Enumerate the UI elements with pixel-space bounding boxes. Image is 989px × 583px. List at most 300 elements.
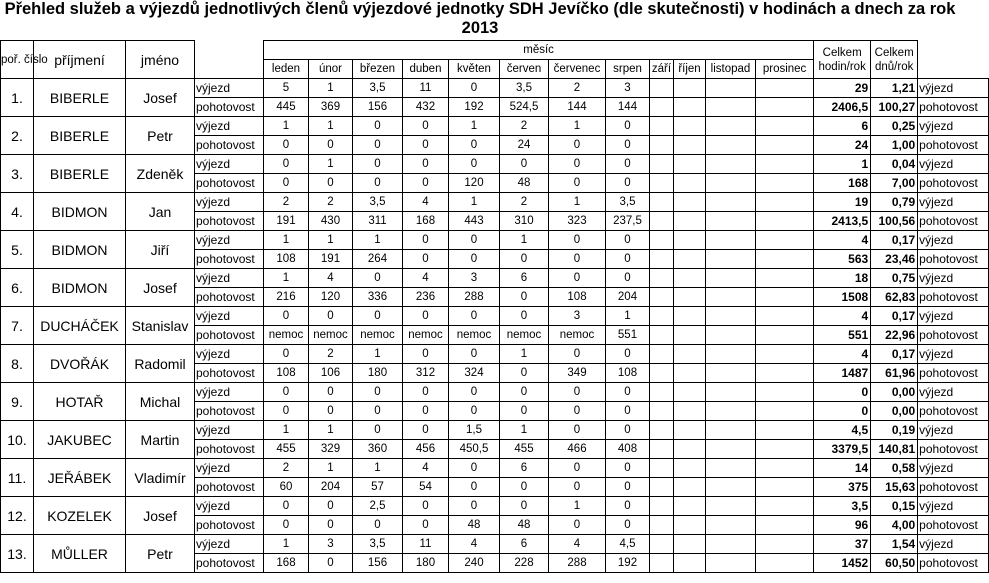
month-value [650, 478, 674, 497]
total-days: 0,19 [871, 421, 918, 440]
row-type-label: pohotovost [195, 98, 264, 117]
total-days: 0,58 [871, 459, 918, 478]
row-type-label: pohotovost [195, 364, 264, 383]
row-number: 5. [1, 231, 34, 269]
surname: BIBERLE [34, 155, 126, 193]
row-type-label-right: pohotovost [918, 136, 989, 155]
month-value: 360 [353, 440, 403, 459]
month-value [674, 174, 706, 193]
month-value: 0 [606, 250, 650, 269]
month-value: 0 [403, 136, 449, 155]
month-value: 369 [309, 98, 353, 117]
month-value: 310 [500, 212, 549, 231]
month-value: 1 [500, 421, 549, 440]
row-number: 12. [1, 497, 34, 535]
month-value: 1 [264, 421, 309, 440]
month-value [756, 212, 814, 231]
month-value [650, 535, 674, 554]
header-month: listopad [706, 60, 756, 79]
row-type-label: pohotovost [195, 440, 264, 459]
table-row [1, 307, 989, 326]
month-value: 0 [606, 516, 650, 535]
first-name: Radomil [126, 345, 195, 383]
month-value: 1 [353, 459, 403, 478]
month-value: 0 [403, 250, 449, 269]
month-value: 2 [309, 193, 353, 212]
month-value: 0 [353, 307, 403, 326]
month-value: 445 [264, 98, 309, 117]
month-value: 336 [353, 288, 403, 307]
first-name: Vladimír [126, 459, 195, 497]
month-value: 1 [309, 79, 353, 98]
header-month: leden [264, 60, 309, 79]
table-row [1, 79, 989, 98]
row-type-label: výjezd [195, 383, 264, 402]
month-value: 0 [606, 174, 650, 193]
month-value [756, 402, 814, 421]
total-hours: 1452 [814, 554, 871, 573]
row-type-label: pohotovost [195, 326, 264, 345]
month-value [706, 79, 756, 98]
month-value: 144 [606, 98, 650, 117]
month-value: 0 [264, 307, 309, 326]
month-value: 0 [403, 402, 449, 421]
table-row [1, 421, 989, 440]
month-value: 0 [309, 554, 353, 573]
month-value [650, 231, 674, 250]
month-value [674, 478, 706, 497]
month-value [650, 364, 674, 383]
month-value [674, 193, 706, 212]
total-hours: 2406,5 [814, 98, 871, 117]
month-value: nemoc [549, 326, 606, 345]
month-value [756, 364, 814, 383]
month-value: 0 [549, 269, 606, 288]
row-type-label: výjezd [195, 459, 264, 478]
month-value: 1 [500, 345, 549, 364]
month-value: 323 [549, 212, 606, 231]
month-value: 0 [264, 174, 309, 193]
total-days: 100,27 [871, 98, 918, 117]
month-value [756, 174, 814, 193]
row-type-label-right: výjezd [918, 269, 989, 288]
row-type-label: pohotovost [195, 516, 264, 535]
month-value [706, 231, 756, 250]
month-value [674, 326, 706, 345]
month-value: 0 [549, 516, 606, 535]
total-days: 100,56 [871, 212, 918, 231]
month-value [706, 440, 756, 459]
month-value [756, 193, 814, 212]
month-value [756, 288, 814, 307]
month-value: nemoc [264, 326, 309, 345]
month-value [650, 421, 674, 440]
month-value: 3,5 [606, 193, 650, 212]
total-days: 60,50 [871, 554, 918, 573]
month-value: 120 [449, 174, 500, 193]
row-type-label-right: pohotovost [918, 440, 989, 459]
month-value: 0 [449, 79, 500, 98]
month-value: 551 [606, 326, 650, 345]
month-value: 180 [403, 554, 449, 573]
month-value: 192 [449, 98, 500, 117]
row-number: 4. [1, 193, 34, 231]
month-value [756, 478, 814, 497]
month-value: 1 [264, 269, 309, 288]
header-month: březen [353, 60, 403, 79]
month-value [650, 155, 674, 174]
month-value [650, 459, 674, 478]
month-value: 430 [309, 212, 353, 231]
total-hours: 96 [814, 516, 871, 535]
total-days: 0,00 [871, 383, 918, 402]
month-value: 4 [549, 535, 606, 554]
month-value: 0 [500, 364, 549, 383]
row-number: 1. [1, 79, 34, 117]
month-value [706, 288, 756, 307]
total-days: 1,00 [871, 136, 918, 155]
month-value: 168 [403, 212, 449, 231]
total-hours: 3379,5 [814, 440, 871, 459]
month-value [650, 307, 674, 326]
surname: BIDMON [34, 269, 126, 307]
month-value [674, 516, 706, 535]
month-value: 1 [449, 117, 500, 136]
month-value: 3,5 [353, 79, 403, 98]
month-value [674, 402, 706, 421]
header-month: srpen [606, 60, 650, 79]
month-value: 0 [549, 421, 606, 440]
month-value: 156 [353, 98, 403, 117]
month-value: 312 [403, 364, 449, 383]
month-value: 2 [264, 193, 309, 212]
month-value [706, 345, 756, 364]
month-value: 1 [549, 497, 606, 516]
surname: DVOŘÁK [34, 345, 126, 383]
month-value: 11 [403, 79, 449, 98]
month-value: 108 [549, 288, 606, 307]
month-value: 0 [264, 155, 309, 174]
month-value [650, 250, 674, 269]
row-type-label-right: pohotovost [918, 250, 989, 269]
month-value: 0 [264, 402, 309, 421]
month-value [756, 307, 814, 326]
month-value [674, 136, 706, 155]
table-row [1, 269, 989, 288]
month-value: 455 [264, 440, 309, 459]
month-value: 24 [500, 136, 549, 155]
total-hours: 563 [814, 250, 871, 269]
month-value: 0 [403, 307, 449, 326]
surname: BIBERLE [34, 117, 126, 155]
first-name: Josef [126, 497, 195, 535]
month-value [650, 516, 674, 535]
month-value: 0 [264, 516, 309, 535]
month-value: 456 [403, 440, 449, 459]
month-value [706, 364, 756, 383]
page-title: Přehled služeb a výjezdů jednotlivých členů výjezdové jednotky SDH Jevíčko (dle skutečnosti) v hodinách a dnech za rok 2013 [4, 0, 956, 37]
month-value: 1 [309, 117, 353, 136]
row-type-label-right: výjezd [918, 345, 989, 364]
month-value: 524,5 [500, 98, 549, 117]
month-value: 1 [309, 459, 353, 478]
month-value: 4 [449, 535, 500, 554]
month-value: 0 [353, 516, 403, 535]
month-value [674, 440, 706, 459]
row-type-label: výjezd [195, 497, 264, 516]
month-value: 0 [403, 117, 449, 136]
row-type-label-right: pohotovost [918, 326, 989, 345]
table-row [1, 497, 989, 516]
row-type-label-right: výjezd [918, 117, 989, 136]
month-value: 0 [449, 402, 500, 421]
row-type-label: pohotovost [195, 402, 264, 421]
row-number: 9. [1, 383, 34, 421]
month-value: 0 [403, 231, 449, 250]
month-value: 60 [264, 478, 309, 497]
month-value: 204 [309, 478, 353, 497]
header-month: prosinec [756, 60, 814, 79]
header-celkem-dnu: Celkem dnů/rok [871, 41, 918, 79]
month-value: 1 [309, 421, 353, 440]
month-value: 0 [264, 497, 309, 516]
total-hours: 24 [814, 136, 871, 155]
first-name: Jan [126, 193, 195, 231]
month-value: nemoc [403, 326, 449, 345]
month-value: 6 [500, 459, 549, 478]
month-value: 120 [309, 288, 353, 307]
month-value [674, 383, 706, 402]
month-value: 204 [606, 288, 650, 307]
row-type-label: pohotovost [195, 554, 264, 573]
month-value [756, 98, 814, 117]
month-value: 2 [500, 117, 549, 136]
table-row [1, 231, 989, 250]
month-value: 4 [403, 459, 449, 478]
month-value: 1 [264, 231, 309, 250]
row-type-label-right: výjezd [918, 421, 989, 440]
total-hours: 37 [814, 535, 871, 554]
total-days: 22,96 [871, 326, 918, 345]
month-value [756, 79, 814, 98]
month-value [706, 307, 756, 326]
month-value: 0 [500, 497, 549, 516]
month-value: 0 [606, 459, 650, 478]
month-value: 180 [353, 364, 403, 383]
total-hours: 6 [814, 117, 871, 136]
month-value [650, 383, 674, 402]
total-days: 62,83 [871, 288, 918, 307]
header-month: duben [403, 60, 449, 79]
month-value [674, 535, 706, 554]
total-hours: 19 [814, 193, 871, 212]
month-value: 0 [500, 402, 549, 421]
row-type-label: výjezd [195, 345, 264, 364]
header-por-cislo: poř. číslo [1, 41, 34, 79]
month-value [756, 345, 814, 364]
month-value [756, 459, 814, 478]
month-value [706, 250, 756, 269]
month-value [706, 402, 756, 421]
month-value: 0 [606, 421, 650, 440]
first-name: Stanislav [126, 307, 195, 345]
month-value [650, 345, 674, 364]
header-month: červenec [549, 60, 606, 79]
month-value: 1 [309, 231, 353, 250]
first-name: Petr [126, 117, 195, 155]
month-value [706, 193, 756, 212]
month-value: 0 [449, 231, 500, 250]
month-value [650, 554, 674, 573]
header-jmeno: jméno [126, 41, 195, 79]
month-value [650, 288, 674, 307]
row-type-label: výjezd [195, 231, 264, 250]
month-value: 0 [449, 383, 500, 402]
first-name: Michal [126, 383, 195, 421]
row-type-label-right: pohotovost [918, 364, 989, 383]
month-value: 0 [403, 421, 449, 440]
surname: BIBERLE [34, 79, 126, 117]
month-value: 1 [606, 307, 650, 326]
month-value: 0 [449, 459, 500, 478]
month-value: 156 [353, 554, 403, 573]
row-type-label: výjezd [195, 193, 264, 212]
month-value: 0 [403, 155, 449, 174]
month-value [706, 497, 756, 516]
month-value: 108 [606, 364, 650, 383]
total-days: 0,17 [871, 231, 918, 250]
month-value: 1 [549, 193, 606, 212]
row-type-label: výjezd [195, 421, 264, 440]
month-value [706, 212, 756, 231]
month-value: 3 [309, 535, 353, 554]
month-value: 1 [353, 231, 403, 250]
header-month: říjen [674, 60, 706, 79]
total-days: 0,04 [871, 155, 918, 174]
month-value: 0 [309, 383, 353, 402]
first-name: Martin [126, 421, 195, 459]
header-month: září [650, 60, 674, 79]
row-number: 10. [1, 421, 34, 459]
row-type-label: pohotovost [195, 212, 264, 231]
month-value [756, 516, 814, 535]
month-value [706, 459, 756, 478]
month-value [674, 497, 706, 516]
month-value: 4,5 [606, 535, 650, 554]
row-type-label-right: výjezd [918, 497, 989, 516]
month-value [674, 459, 706, 478]
month-value: 0 [449, 155, 500, 174]
month-value: nemoc [500, 326, 549, 345]
total-days: 7,00 [871, 174, 918, 193]
month-value: 54 [403, 478, 449, 497]
month-value: 1 [264, 535, 309, 554]
row-type-label: výjezd [195, 117, 264, 136]
header-mesic: měsíc [264, 41, 814, 60]
month-value: 108 [264, 250, 309, 269]
month-value: 1 [353, 345, 403, 364]
row-type-label-right: pohotovost [918, 554, 989, 573]
month-value [706, 421, 756, 440]
month-value: 0 [309, 136, 353, 155]
month-value: nemoc [309, 326, 353, 345]
month-value: 108 [264, 364, 309, 383]
month-value: 432 [403, 98, 449, 117]
month-value [706, 535, 756, 554]
month-value [706, 326, 756, 345]
row-type-label-right: výjezd [918, 79, 989, 98]
month-value: 408 [606, 440, 650, 459]
month-value [756, 269, 814, 288]
row-type-label-right: pohotovost [918, 98, 989, 117]
first-name: Zdeněk [126, 155, 195, 193]
month-value: 0 [353, 421, 403, 440]
month-value [674, 155, 706, 174]
month-value: 4 [309, 269, 353, 288]
month-value [706, 174, 756, 193]
row-number: 2. [1, 117, 34, 155]
month-value: 0 [606, 269, 650, 288]
table-row [1, 117, 989, 136]
total-days: 15,63 [871, 478, 918, 497]
month-value: 2 [500, 193, 549, 212]
month-value: 1 [264, 117, 309, 136]
month-value: 466 [549, 440, 606, 459]
month-value: 3,5 [500, 79, 549, 98]
month-value: 443 [449, 212, 500, 231]
month-value [650, 174, 674, 193]
row-type-label-right: pohotovost [918, 288, 989, 307]
month-value: 0 [606, 155, 650, 174]
month-value: 48 [449, 516, 500, 535]
month-value: 1 [449, 193, 500, 212]
total-days: 61,96 [871, 364, 918, 383]
table-row [1, 345, 989, 364]
month-value: 0 [549, 459, 606, 478]
total-days: 0,00 [871, 402, 918, 421]
month-value [706, 554, 756, 573]
month-value: 0 [606, 136, 650, 155]
month-value: 0 [403, 345, 449, 364]
table-row [1, 193, 989, 212]
surname: BIDMON [34, 193, 126, 231]
total-hours: 4 [814, 345, 871, 364]
header-month: únor [309, 60, 353, 79]
month-value: 0 [309, 174, 353, 193]
row-number: 7. [1, 307, 34, 345]
header-month: květen [449, 60, 500, 79]
month-value: 0 [353, 155, 403, 174]
month-value: 324 [449, 364, 500, 383]
month-value: 2,5 [353, 497, 403, 516]
month-value: 0 [549, 250, 606, 269]
month-value: 0 [500, 383, 549, 402]
month-value: 4 [403, 193, 449, 212]
month-value: 349 [549, 364, 606, 383]
row-type-label-right: pohotovost [918, 402, 989, 421]
month-value: 1,5 [449, 421, 500, 440]
total-hours: 1487 [814, 364, 871, 383]
row-type-label: pohotovost [195, 478, 264, 497]
total-hours: 168 [814, 174, 871, 193]
total-hours: 1508 [814, 288, 871, 307]
month-value [650, 497, 674, 516]
month-value: 2 [309, 345, 353, 364]
month-value: 3 [606, 79, 650, 98]
month-value [756, 440, 814, 459]
month-value [756, 421, 814, 440]
month-value: 1 [500, 231, 549, 250]
